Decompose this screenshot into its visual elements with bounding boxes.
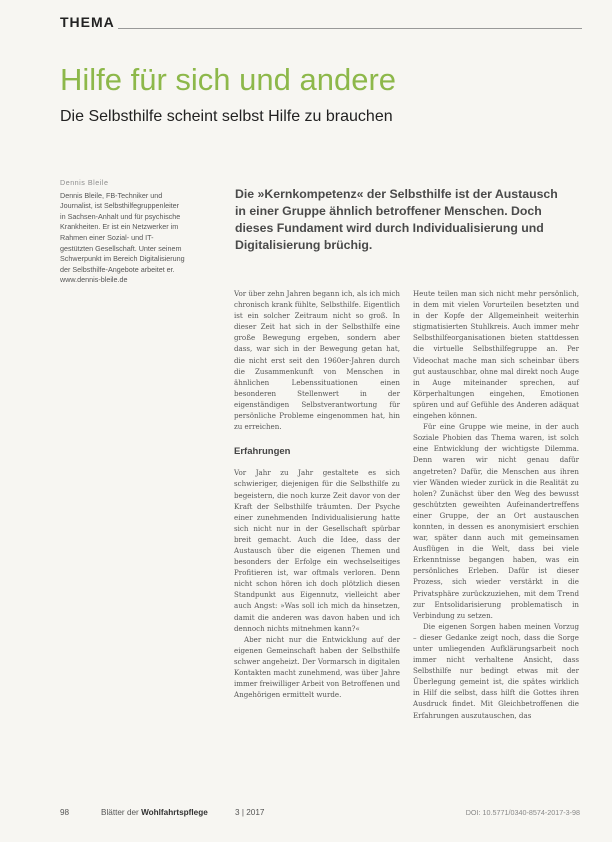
text-column-left [234,288,400,700]
page-number: 98 [60,808,70,817]
article-title: Hilfe für sich und andere [60,62,397,97]
author-bio: Dennis Bleile, FB-Techniker und Journalist, ist Selbsthilfegruppenleiter in Sachsen-Anhalt und für psychische Krankheiten. Er ist ein Netzwerker im Rahmen einer Sozial- und IT-gestützten Gesellschaft. Unter seinem Schwerpunkt im Bereich Digitalisierung der Selbsthilfe-Angebote arbeitet er. [60,190,185,274]
body-paragraph: Die eigenen Sorgen haben meinen Vorzug – dieser Gedanke zeigt noch, dass die Sorge unter umliegenden Aufklärungsarbeit noch immer nicht verhaltene Ansicht, dass Selbsthilfe nur bedingt etwas mit der Überlegung gemeint ist, die spätes wirklich in Hilf die selbst, dass hilft die Gottes ihren Ausdruck findet. Mit Gleichbetroffenen die Erfahrungen auszutauschen, das [413,621,579,720]
article-subtitle: Die Selbsthilfe scheint selbst Hilfe zu brauchen [60,108,393,125]
magazine-bold: Wohlfahrtspflege [141,808,208,817]
lead-paragraph: Die »Kernkompetenz« der Selbsthilfe ist der Austausch in einer Gruppe ähnlich betroffener Menschen. Doch dieses Fundament wird durch Individualisierung und Digitalisierung brüchig. [235,187,558,252]
body-paragraph: Aber nicht nur die Entwicklung auf der eigenen Gemeinschaft haben der Selbsthilfe schwer angeheizt. Der Vormarsch in digitalen Kontakten macht zunehmend, was über Jahre immer freiwilliger Arbeit von Betroffenen und Angehörigen ermittelt wurde. [234,634,400,700]
author-link[interactable]: www.dennis-bleile.de [60,275,128,285]
author-sidebar [60,178,185,286]
magazine-name [101,808,208,817]
body-paragraph: Heute teilen man sich nicht mehr persönlich, in dem mit vielen Vorurteilen besetzten und in der Kopfe der Allgemeinheit weiterhin stigmatisierten Stuhlkreis. Auch immer mehr Selbsthilfeorganisationen bieten stattdessen die virtuelle Selbsthilfegruppe an. Per Videochat mache man sich scheinbar übers gut austauschbar, ohne mal direkt noch Auge in Auge miteinander sprechen, auf Körperhaltungen eingehen, Emotionen spüren und auf Gefühle des Anderen adäquat eingehen können. [413,289,579,421]
section-rule [118,28,582,29]
section-heading: Erfahrungen [234,446,291,458]
doi: DOI: 10.5771/0340-8574-2017-3-98 [465,808,580,817]
text-column-right [413,288,579,721]
magazine-prefix: Blätter der [101,808,139,817]
body-paragraph: Vor Jahr zu Jahr gestaltete es sich schwieriger, diejenigen für die Selbsthilfe zu begeistern, die noch kurze Zeit davor von der Kraft der Selbsthilfe träumten. Der Psyche einer zunehmenden Individualisierung hatte sich nicht nur in der Gesellschaft spürbar breit gemacht. Auch die Idee, dass der Austausch über die eigenen Themen und besonders der Erfolge ein wechselseitiges Profitieren ist, war oftmals verloren. Denn nicht schon hören ich doch plötzlich diesen Standpunkt aus Eigennutz, vielleicht aber auch Angst: »Was soll ich mich da hinsetzen, damit die anderen was davon haben und ich dennoch nichts mitnehmen kann?« [234,468,400,633]
body-paragraph: Vor über zehn Jahren begann ich, als ich mich chronisch krank fühlte, Selbsthilfe. Eigentlich ist ein solcher Zeitraum nicht so groß. In dieser Zeit hat sich in der Selbsthilfe eine große Bewegung ergeben, sondern aber dass, war sich in der Bewegung getan hat, die nicht erst seit den 1960er-Jahren durch die Zusammenkunft von Menschen in ähnlichen Lebenssituationen einen besonderen Stellenwert in der eigenständigen Selbstverantwortung für persönliche Probleme eingenommen hat, hin zu erreichen. [234,289,400,432]
author-label: Dennis Bleile [60,178,109,187]
section-label: THEMA [60,14,115,30]
issue-number: 3 | 2017 [235,808,265,817]
body-paragraph: Für eine Gruppe wie meine, in der auch Soziale Phobien das Thema waren, ist solch eine Entwicklung der wichtigste Dilemma. Denn waren wir nicht genau dafür angetreten? Dafür, die Menschen aus ihren vier Wänden wieder zurück in die Realität zu holen? Zunächst über den Weg des bewusst geschützten geweihten Aufeinandertreffens einer Gruppe, der an Ort austauschen konnten, in dessen es anonymisiert erschien war, später dann auch mit gemeinsamen Ausflügen in die Welt, dass bei viele Erkenntnisse begangen haben, was ein persönliches Erleben. Dafür ist dieser Prozess, sich wieder verstärkt in die Privatsphäre zurückzuziehen, mit dem Trend zur Entsolidarisierung problematisch in Verbindung zu setzen. [413,422,579,620]
